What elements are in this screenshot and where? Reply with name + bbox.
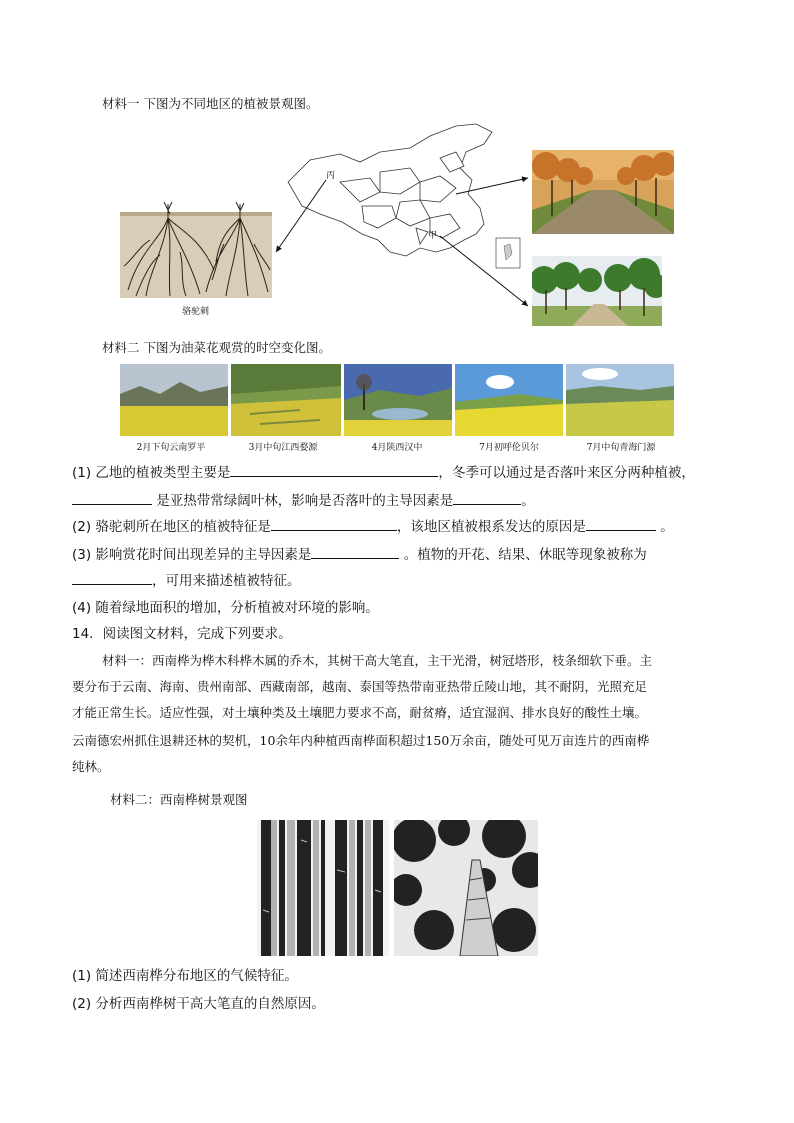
- caption-3: 4月陕西汉中: [371, 443, 423, 453]
- q13-2-text-a: (2) 骆驼刺所在地区的植被特征是: [72, 519, 271, 535]
- q14-heading: 14．阅读图文材料，完成下列要求。: [72, 626, 292, 642]
- q14-material1-line1: 材料一：西南桦为桦木科桦木属的乔木，其树干高大笔直，主干光滑，树冠塔形，枝条细软下垂。主: [102, 653, 653, 668]
- q14-material2-title: 材料二：西南桦树景观图: [110, 792, 248, 807]
- material2-title: 材料二 下图为油菜花观赏的时空变化图。: [102, 340, 331, 355]
- answer-blank[interactable]: [453, 490, 521, 505]
- rapeseed-photo-strip: [120, 364, 674, 436]
- caption-5: 7月中旬青海门源: [586, 443, 656, 453]
- q13-1-line2: [72, 490, 535, 511]
- q13-2-text-b: ，该地区植被根系发达的原因是: [396, 519, 586, 535]
- q13-4: (4) 随着绿地面积的增加，分析植被对环境的影响。: [72, 600, 379, 616]
- answer-blank[interactable]: [586, 516, 656, 531]
- map-arrows: [270, 160, 540, 330]
- q13-3-line1: [72, 544, 647, 565]
- answer-blank[interactable]: [271, 516, 397, 531]
- q13-1-text-c: 是亚热带常绿阔叶林，影响是否落叶的主导因素是: [156, 493, 454, 509]
- q13-1-text-b: ，冬季可以通过是否落叶来区分两种植被，: [438, 465, 695, 481]
- camel-thorn-root-illustration: [120, 200, 272, 298]
- q14-material1-line2: 要分布于云南、海南、贵州南部、西藏南部，越南、泰国等热带南亚热带丘陵山地，其不耐阴，光照充足: [72, 679, 648, 694]
- q13-3-line2: [72, 570, 301, 591]
- map-label-bing: 丙: [326, 171, 336, 181]
- caption-1: 2月下旬云南罗平: [136, 443, 206, 453]
- birch-trunks-photo: [257, 820, 389, 956]
- q13-1-line1: [72, 462, 695, 483]
- q13-3-text-a: (3) 影响赏花时间出现差异的主导因素是: [72, 547, 312, 563]
- deciduous-forest-photo: [532, 150, 674, 234]
- map-label-jia: 甲: [428, 231, 438, 241]
- q13-2-text-c: 。: [660, 519, 674, 535]
- evergreen-forest-photo: [532, 256, 662, 326]
- q13-3-text-c: ，可用来描述植被特征。: [152, 573, 301, 589]
- answer-blank[interactable]: [230, 462, 438, 477]
- q13-1-text-a: (1) 乙地的植被类型主要是: [72, 465, 231, 481]
- material1-title: 材料一 下图为不同地区的植被景观图。: [102, 96, 319, 111]
- q14-material1-line4: 云南德宏州抓住退耕还林的契机，10余年内种植西南桦面积超过150万余亩，随处可见万亩连片的西南桦: [72, 733, 650, 748]
- q13-3-text-b: 。植物的开花、结果、休眠等现象被称为: [403, 547, 647, 563]
- q13-1-text-d: 。: [521, 493, 535, 509]
- q14-1: (1) 简述西南桦分布地区的气候特征。: [72, 968, 298, 984]
- answer-blank[interactable]: [311, 544, 399, 559]
- q14-material1-line5: 纯林。: [72, 759, 110, 774]
- answer-blank[interactable]: [72, 490, 152, 505]
- birch-canopy-photo: [394, 820, 538, 956]
- q13-2: [72, 516, 674, 537]
- root-caption: 骆驼刺: [182, 307, 210, 317]
- caption-2: 3月中旬江西婺源: [248, 443, 318, 453]
- caption-4: 7月初呼伦贝尔: [479, 443, 539, 453]
- answer-blank[interactable]: [72, 570, 152, 585]
- q14-2: (2) 分析西南桦树干高大笔直的自然原因。: [72, 996, 325, 1012]
- q14-material1-line3: 才能正常生长。适应性强，对土壤种类及土壤肥力要求不高，耐贫瘠，适宜湿润、排水良好的酸性土壤。: [72, 705, 648, 720]
